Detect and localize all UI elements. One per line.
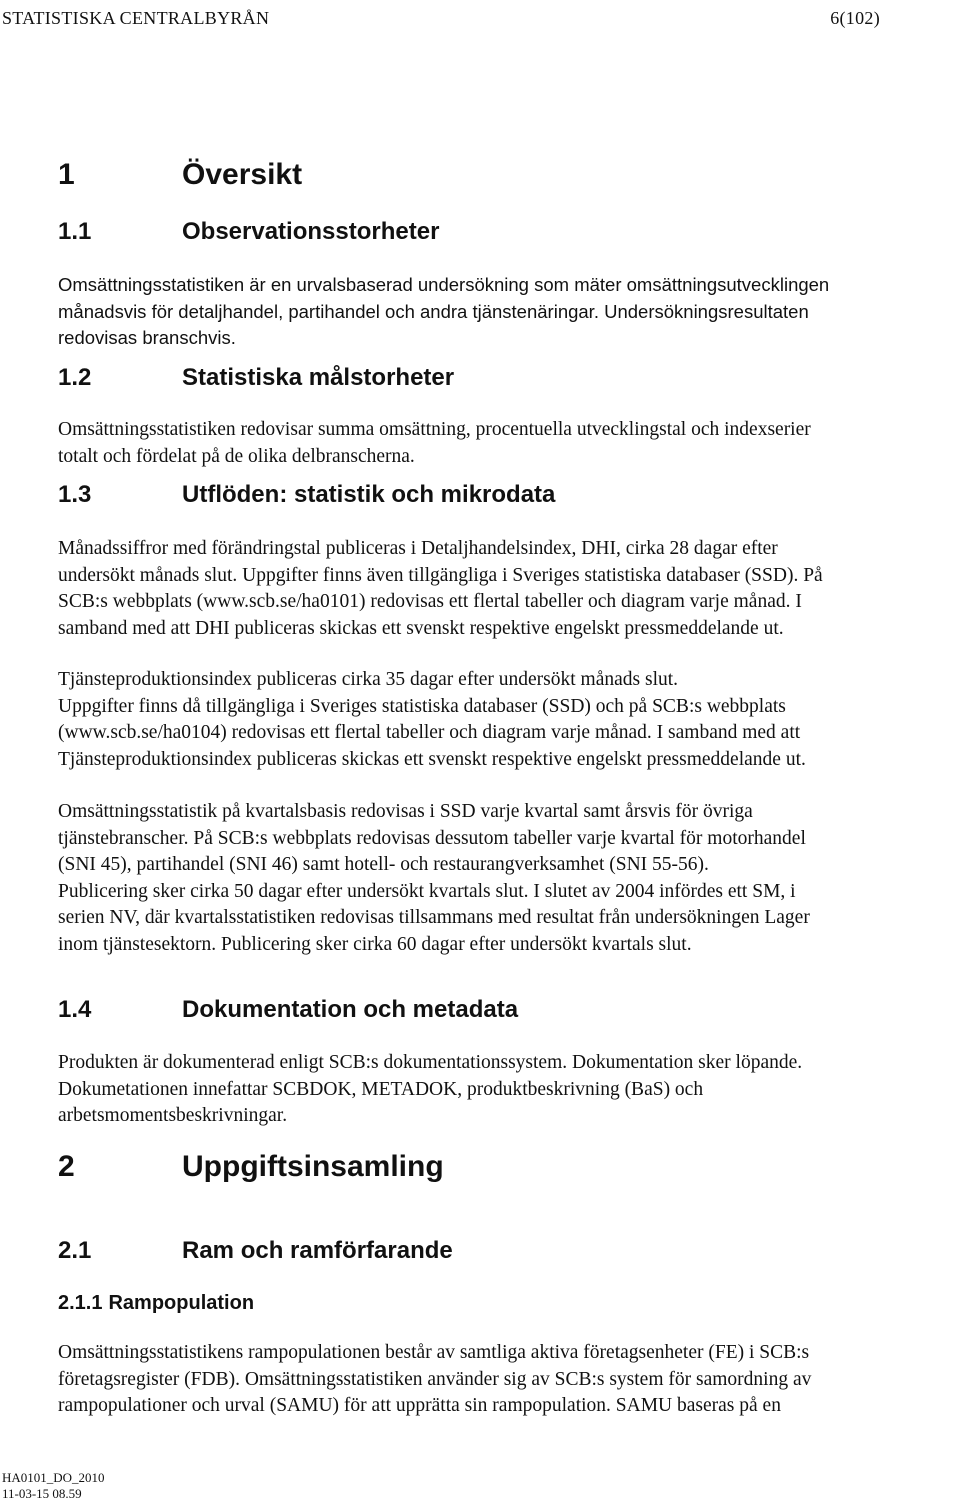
paragraph-utfloden-tjansteproduktion <box>58 667 806 773</box>
heading-number: 2.1.1 <box>58 1292 103 1314</box>
heading-number: 2.1 <box>58 1237 92 1264</box>
heading-title: Observationsstorheter <box>182 218 440 245</box>
heading-title: Dokumentation och metadata <box>182 996 519 1023</box>
text-line: Uppgifter finns då tillgängliga i Sveriges statistiska databaser (SSD) och på SCB:s webbplats <box>58 695 786 717</box>
heading-title: Rampopulation <box>108 1292 255 1314</box>
heading-number: 1.3 <box>58 481 92 508</box>
heading-title: Statistiska målstorheter <box>182 364 455 391</box>
heading-section-1-3 <box>58 481 555 509</box>
text-line: Produkten är dokumenterad enligt SCB:s dokumentationssystem. Dokumentation sker löpande. <box>58 1052 803 1073</box>
header-page-number: 6(102) <box>830 8 880 28</box>
text-line: redovisas branschvis. <box>58 327 236 348</box>
text-line: SCB:s webbplats (www.scb.se/ha0101) redovisas ett flertal tabeller och diagram varje månad. I <box>58 591 802 612</box>
text-line: Omsättningsstatistikens rampopulationen består av samtliga aktiva företagsenheter (FE) i SCB:s <box>58 1342 810 1363</box>
heading-section-2-1-1 <box>58 1292 254 1315</box>
text-line: Tjänsteproduktionsindex publiceras skickas ett svenskt respektive engelskt pressmeddelande ut. <box>58 748 806 770</box>
heading-section-1-2 <box>58 364 454 392</box>
text-line: serien NV, där kvartalsstatistiken redovisas tillsammans med resultat från undersökningen Lager <box>58 907 810 928</box>
paragraph-rampopulation <box>58 1340 811 1420</box>
text-line: månadsvis för detaljhandel, partihandel och andra tjänstenäringar. Undersökningsresultaten <box>58 300 809 322</box>
heading-title: Uppgiftsinsamling <box>182 1150 444 1183</box>
text-line: samband med att DHI publiceras skickas ett svenskt respektive engelskt pressmeddelande ut. <box>58 617 784 639</box>
heading-number: 1 <box>58 158 75 191</box>
heading-title: Översikt <box>182 158 303 191</box>
text-line: tjänstebranscher. På SCB:s webbplats redovisas dessutom tabeller varje kvartal för motorhandel <box>58 827 806 849</box>
text-line: Tjänsteproduktionsindex publiceras cirka 35 dagar efter undersökt månads slut. <box>58 669 679 690</box>
heading-number: 1.2 <box>58 364 92 391</box>
text-line: rampopulationer och urval (SAMU) för att upprätta sin rampopulation. SAMU baseras på en <box>58 1395 781 1416</box>
text-line: arbetsmomentsbeskrivningar. <box>58 1105 288 1126</box>
heading-title: Utflöden: statistik och mikrodata <box>182 481 556 508</box>
heading-number: 1.1 <box>58 218 92 245</box>
heading-section-2-1 <box>58 1237 453 1265</box>
text-line: (www.scb.se/ha0104) redovisas ett flertal tabeller och diagram varje månad. I samband med att <box>58 722 801 743</box>
heading-title: Ram och ramförfarande <box>182 1237 453 1264</box>
text-line: Omsättningsstatistiken är en urvalsbaserad undersökning som mäter omsättningsutvecklingen <box>58 274 830 295</box>
heading-section-1 <box>58 158 302 192</box>
text-line: företagsregister (FDB). Omsättningsstatistiken använder sig av SCB:s system för samordning av <box>58 1368 812 1390</box>
header-organization: STATISTISKA CENTRALBYRÅN <box>2 8 270 28</box>
text-line: Dokumetationen innefattar SCBDOK, METADOK, produktbeskrivning (BaS) och <box>58 1078 704 1100</box>
text-line: undersökt månads slut. Uppgifter finns även tillgängliga i Sveriges statistiska databaser (SSD). På <box>58 564 823 586</box>
heading-number: 2 <box>58 1150 75 1183</box>
paragraph-utfloden-monthly <box>58 536 823 642</box>
paragraph-dokumentation <box>58 1050 802 1130</box>
heading-section-2 <box>58 1150 444 1184</box>
heading-section-1-4 <box>58 996 518 1024</box>
text-line: inom tjänstesektorn. Publicering sker cirka 60 dagar efter undersökt kvartals slut. <box>58 933 692 955</box>
text-line: Omsättningsstatistiken redovisar summa omsättning, procentuella utvecklingstal och indexserier <box>58 419 811 440</box>
text-line: Månadssiffror med förändringstal publiceras i Detaljhandelsindex, DHI, cirka 28 dagar efter <box>58 538 778 559</box>
text-line: Publicering sker cirka 50 dagar efter undersökt kvartals slut. I slutet av 2004 infördes ett SM, i <box>58 880 796 902</box>
heading-number: 1.4 <box>58 996 92 1023</box>
paragraph-utfloden-kvartal <box>58 799 810 958</box>
paragraph-malstorheter <box>58 417 811 470</box>
text-line: (SNI 45), partihandel (SNI 46) samt hotell- och restaurangverksamhet (SNI 55-56). <box>58 854 709 875</box>
text-line: totalt och fördelat på de olika delbranscherna. <box>58 445 415 467</box>
heading-section-1-1 <box>58 218 439 246</box>
text-line: Omsättningsstatistik på kvartalsbasis redovisas i SSD varje kvartal samt årsvis för övriga <box>58 801 753 822</box>
footer-date: 11-03-15 08.59 <box>2 1486 82 1501</box>
footer-document-id: HA0101_DO_2010 <box>2 1470 105 1485</box>
paragraph-observationsstorheter <box>58 272 829 352</box>
